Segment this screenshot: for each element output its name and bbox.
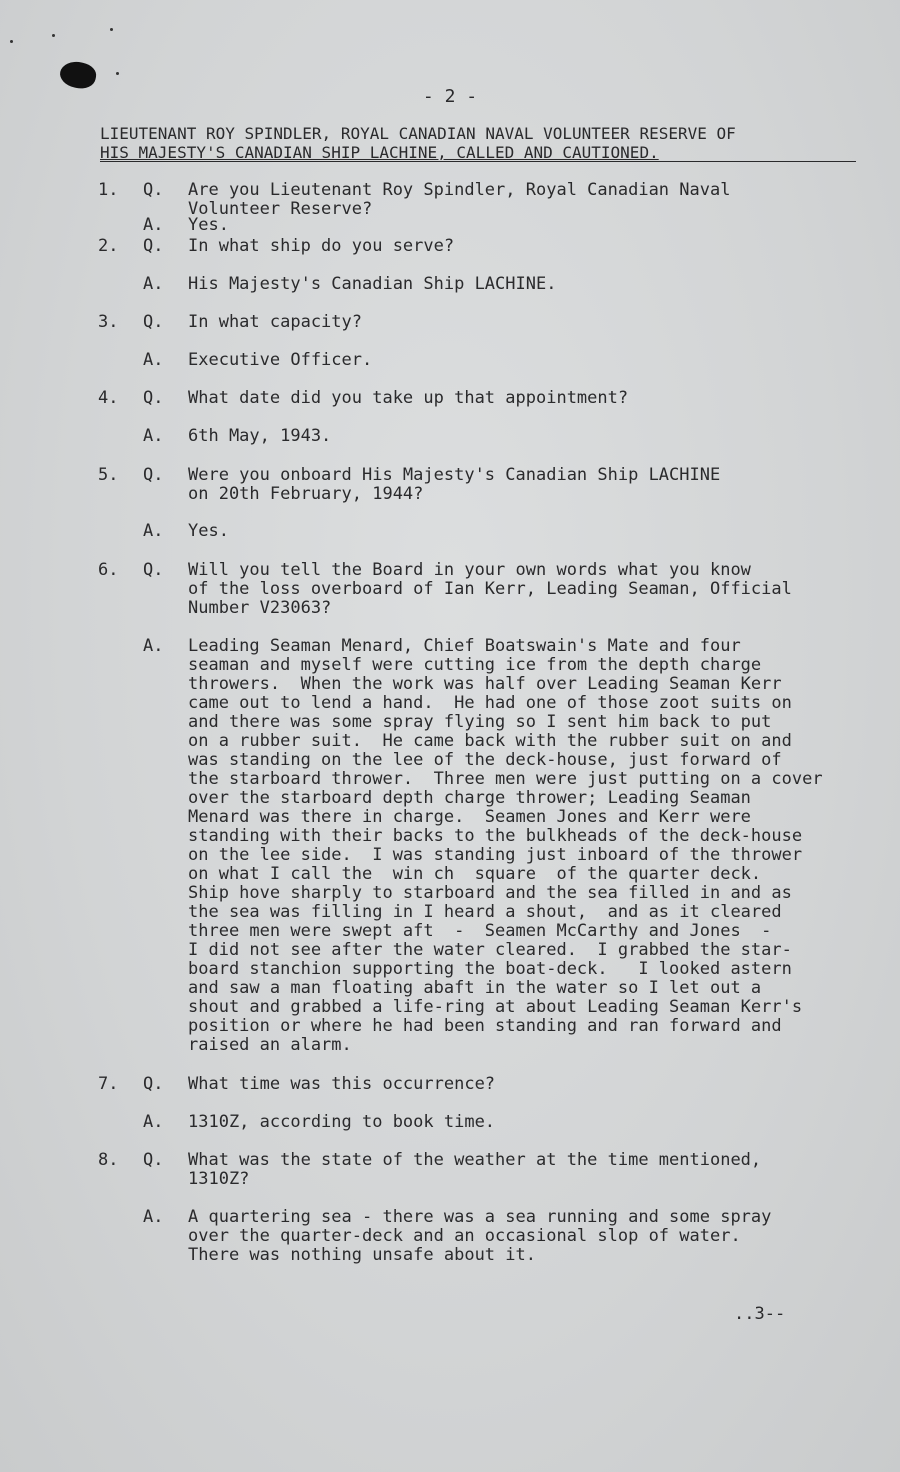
speck: [116, 72, 119, 75]
question-number: 8.: [98, 1150, 119, 1170]
question-text: What was the state of the weather at the time mentioned, 1310Z?: [188, 1150, 762, 1189]
question-label: Q.: [143, 236, 164, 256]
question-text: In what ship do you serve?: [188, 236, 455, 256]
answer-label: A.: [143, 1207, 164, 1227]
answer-text: Yes.: [188, 521, 229, 541]
question-label: Q.: [143, 1150, 164, 1170]
question-text: Are you Lieutenant Roy Spindler, Royal Canadian Naval Volunteer Reserve?: [188, 180, 731, 219]
heading-underline: [100, 161, 856, 162]
heading-line-1: LIEUTENANT ROY SPINDLER, ROYAL CANADIAN NAVAL VOLUNTEER RESERVE OF: [100, 124, 736, 143]
qa-item: [0, 1150, 772, 1284]
question-number: 4.: [98, 388, 119, 408]
question-label: Q.: [143, 388, 164, 408]
speck: [110, 28, 113, 31]
question-number: 5.: [98, 465, 119, 485]
document-heading: [100, 124, 856, 162]
qa-item: [0, 560, 823, 1055]
question-text: What date did you take up that appointment?: [188, 388, 629, 408]
speck: [52, 34, 55, 37]
question-text: In what capacity?: [188, 312, 362, 332]
question-label: Q.: [143, 1074, 164, 1094]
question-label: Q.: [143, 560, 164, 580]
question-number: 6.: [98, 560, 119, 580]
answer-text: 6th May, 1943.: [188, 426, 332, 446]
question-text: What time was this occurrence?: [188, 1074, 496, 1094]
question-text: Will you tell the Board in your own words what you know of the loss overboard of Ian Kerr, Leading Seaman, Official Number V23063?: [188, 560, 792, 618]
question-number: 2.: [98, 236, 119, 256]
answer-label: A.: [143, 215, 164, 235]
answer-text: Yes.: [188, 215, 229, 235]
question-label: Q.: [143, 465, 164, 485]
heading-line-2: HIS MAJESTY'S CANADIAN SHIP LACHINE, CALLED AND CAUTIONED.: [100, 143, 659, 162]
answer-text: Executive Officer.: [188, 350, 373, 370]
answer-label: A.: [143, 274, 164, 294]
speck: [10, 40, 13, 43]
answer-label: A.: [143, 350, 164, 370]
question-number: 3.: [98, 312, 119, 332]
question-label: Q.: [143, 312, 164, 332]
question-label: Q.: [143, 180, 164, 200]
answer-text: His Majesty's Canadian Ship LACHINE.: [188, 274, 557, 294]
answer-label: A.: [143, 426, 164, 446]
answer-label: A.: [143, 1112, 164, 1132]
question-number: 1.: [98, 180, 119, 200]
answer-label: A.: [143, 636, 164, 656]
question-number: 7.: [98, 1074, 119, 1094]
answer-text: Leading Seaman Menard, Chief Boatswain's Mate and four seaman and myself were cutting ice from the depth charge throwers. When the work was half over Leading Seaman Kerr came out to lend a hand. He had one of those zoot suits on and there was some spray flying so I sent him back to put on a rubber suit. He came back with the rubber suit on and was standing on the lee of the deck-house, just forward of the starboard thrower. Three men were just putting on a cover over the starboard depth charge thrower; Leading Seaman Menard was there in charge. Seamen Jones and Kerr were standing with their backs to the bulkheads of the deck-house on the lee side. I was standing just inboard of the thrower on what I call the win ch square of the quarter deck. Ship hove sharply to starboard and the sea filled in and as the sea was filling in I heard a shout, and as it cleared three men were swept aft - Seamen McCarthy and Jones - I did not see after the water cleared. I grabbed the star- board stanchion supporting the boat-deck. I looked astern and saw a man floating abaft in the water so I let out a shout and grabbed a life-ring at about Leading Seaman Kerr's position or where he had been standing and ran forward and raised an alarm.: [188, 636, 823, 1055]
answer-text: A quartering sea - there was a sea running and some spray over the quarter-deck and an occasional slop of water. There was nothing unsafe about it.: [188, 1207, 772, 1265]
page-number: - 2 -: [422, 86, 478, 107]
answer-text: 1310Z, according to book time.: [188, 1112, 496, 1132]
answer-label: A.: [143, 521, 164, 541]
question-text: Were you onboard His Majesty's Canadian Ship LACHINE on 20th February, 1944?: [188, 465, 721, 504]
continued-marker: ..3--: [734, 1304, 786, 1324]
